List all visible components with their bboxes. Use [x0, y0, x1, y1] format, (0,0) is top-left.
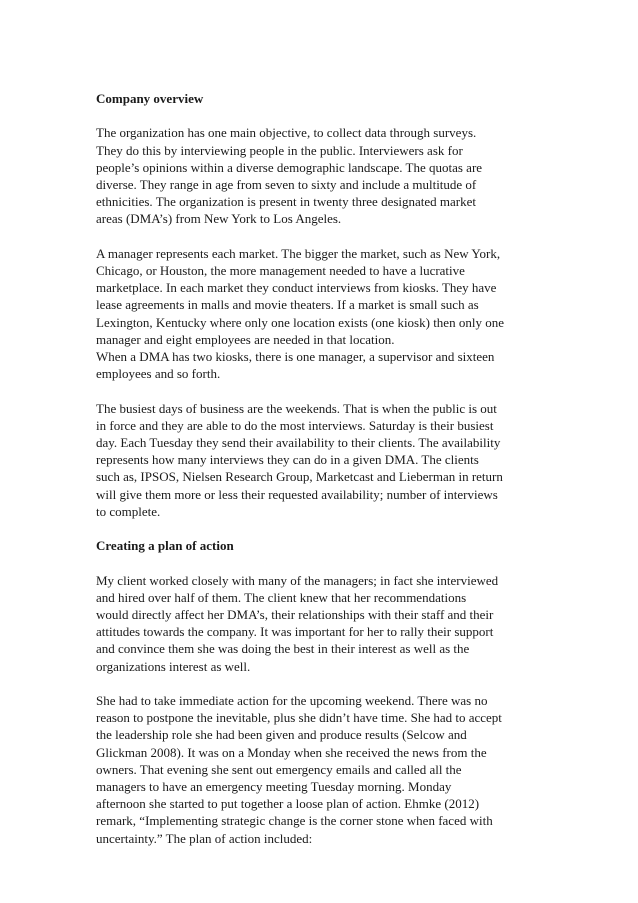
text-line: people’s opinions within a diverse demographic landscape. The quotas are [96, 159, 483, 175]
text-line: When a DMA has two kiosks, there is one manager, a supervisor and sixteen [96, 349, 495, 365]
text-line: remark, “Implementing strategic change is the corner stone when faced with [96, 813, 493, 829]
text-line: manager and eight employees are needed in that location. [96, 331, 395, 347]
text-line: and convince them she was doing the best in their interest as well as the [96, 641, 470, 657]
text-line: organizations interest as well. [96, 658, 251, 674]
text-line: managers to have an emergency meeting Tuesday morning. Monday [96, 779, 452, 795]
text-line: Glickman 2008). It was on a Monday when she received the news from the [96, 744, 487, 760]
text-line: Lexington, Kentucky where only one location exists (one kiosk) then only one [96, 314, 504, 330]
text-line: Chicago, or Houston, the more management needed to have a lucrative [96, 263, 465, 278]
text-line: They do this by interviewing people in the public. Interviewers ask for [96, 142, 463, 158]
paragraph-client-managers [96, 572, 548, 675]
text-line: the leadership role she had been given and produce results (Selcow and [96, 727, 467, 743]
text-line: The organization has one main objective, to collect data through surveys. [96, 125, 477, 141]
text-line: She had to take immediate action for the upcoming weekend. There was no [96, 693, 488, 709]
section-heading-plan-of-action: Creating a plan of action [96, 538, 234, 554]
text-line: in force and they are able to do the most interviews. Saturday is their busiest [96, 417, 494, 433]
text-line: diverse. They range in age from seven to sixty and include a multitude of [96, 177, 477, 192]
text-line: attitudes towards the company. It was important for her to rally their support [96, 624, 494, 640]
text-line: will give them more or less their requested availability; number of interviews [96, 486, 498, 502]
text-line: A manager represents each market. The bigger the market, such as New York, [96, 245, 501, 261]
text-line: to complete. [96, 503, 161, 519]
text-line: marketplace. In each market they conduct interviews from kiosks. They have [96, 280, 497, 296]
text-line: owners. That evening she sent out emergency emails and called all the [96, 761, 462, 777]
text-line: My client worked closely with many of the managers; in fact she interviewed [96, 572, 499, 588]
text-line: would directly affect her DMA’s, their relationships with their staff and their [96, 607, 494, 623]
paragraph-immediate-action [96, 692, 548, 847]
paragraph-busiest-days [96, 400, 548, 520]
section-heading-company-overview: Company overview [96, 91, 204, 106]
document-page [96, 90, 548, 847]
text-line: uncertainty.” The plan of action included: [96, 830, 313, 846]
text-line: day. Each Tuesday they send their availability to their clients. The availability [96, 435, 501, 451]
text-line: employees and so forth. [96, 366, 221, 382]
paragraph-organization-objective [96, 124, 548, 227]
text-line: areas (DMA’s) from New York to Los Angeles. [96, 211, 342, 227]
text-line: afternoon she started to put together a loose plan of action. Ehmke (2012) [96, 796, 480, 812]
text-line: ethnicities. The organization is present in twenty three designated market [96, 194, 477, 210]
paragraph-market-managers [96, 245, 548, 383]
text-line: The busiest days of business are the weekends. That is when the public is out [96, 400, 497, 416]
text-line: reason to postpone the inevitable, plus she didn’t have time. She had to accept [96, 710, 502, 726]
text-line: lease agreements in malls and movie theaters. If a market is small such as [96, 297, 479, 313]
text-line: such as, IPSOS, Nielsen Research Group, Marketcast and Lieberman in return [96, 469, 503, 485]
text-line: represents how many interviews they can do in a given DMA. The clients [96, 452, 479, 468]
text-line: and hired over half of them. The client knew that her recommendations [96, 589, 467, 605]
